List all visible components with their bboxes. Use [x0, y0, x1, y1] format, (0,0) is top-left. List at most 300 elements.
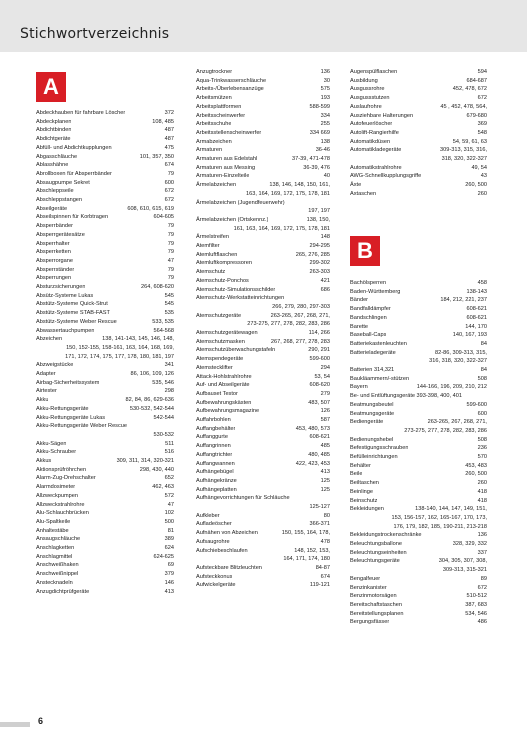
index-term: Atemschutz-Werkstatteinrichtungen: [196, 295, 285, 302]
index-entry: [196, 303, 330, 312]
index-entry: [36, 213, 174, 222]
index-pages: 337: [477, 549, 487, 556]
index-entry: [196, 494, 330, 503]
index-pages: 138-140, 144, 147, 149, 151,: [415, 506, 487, 513]
index-term: Ärmelabzeichen: [196, 182, 237, 189]
index-entry: [196, 416, 330, 425]
index-entry: [36, 535, 174, 544]
index-entry: [350, 305, 487, 314]
index-pages: 485: [320, 443, 330, 450]
index-term: Absperrgerätesätze: [36, 231, 85, 238]
index-term: Atemschutzmasken: [196, 338, 245, 345]
index-entry: [350, 172, 487, 181]
index-pages: 89: [480, 575, 487, 582]
index-entry: [196, 338, 330, 347]
index-term: Bediengeräte: [350, 419, 384, 426]
index-term: Anzugtrockner: [196, 69, 233, 75]
index-entry: [36, 153, 174, 162]
index-term: Armaturen aus Messing: [196, 164, 256, 171]
index-pages: 279: [320, 390, 330, 397]
index-entry: [36, 518, 174, 527]
index-pages: 453, 480, 573: [295, 425, 330, 432]
index-entry: [36, 179, 174, 188]
index-pages: 163, 164, 169, 172, 175, 178, 181: [246, 190, 330, 197]
index-pages: 47: [167, 501, 174, 508]
index-entry: [196, 129, 330, 138]
index-pages: 298, 430, 440: [139, 466, 174, 473]
index-pages: 413: [164, 588, 174, 595]
index-pages: 624-625: [153, 553, 174, 560]
index-term: Arbeitsschuhe: [196, 121, 232, 128]
index-term: Armaturen aus Edelstahl: [196, 156, 258, 162]
index-term: Aufbewahrungskästen: [196, 399, 252, 406]
index-pages: 511: [165, 440, 174, 447]
index-pages: 138: [320, 138, 330, 145]
index-entry: [350, 618, 487, 627]
index-pages: 125: [320, 477, 330, 484]
index-entry: [36, 474, 174, 483]
index-term: Adapter: [36, 371, 56, 377]
index-term: Atemspendegeräte: [196, 356, 244, 363]
index-term: Abschleppseile: [36, 188, 74, 195]
index-term: Ausziehbare Halterungen: [350, 112, 414, 119]
index-pages: 101, 357, 350: [139, 153, 174, 160]
index-entry: [36, 544, 174, 553]
index-entry: [196, 442, 330, 451]
index-entry: [36, 422, 174, 431]
index-term: Ansaugschläuche: [36, 536, 81, 543]
index-pages: 273-275, 277, 278, 282, 283, 286: [247, 321, 330, 328]
index-entry: [196, 538, 330, 547]
index-pages: 47: [167, 257, 174, 264]
index-entry: [36, 483, 174, 492]
index-term: Armabzeichen: [196, 138, 232, 145]
index-term: Aufwickelgeräte: [196, 582, 236, 589]
index-pages: 334 669: [309, 129, 330, 136]
index-term: Bekleidungen: [350, 506, 384, 513]
index-pages: [327, 199, 330, 208]
index-pages: 171, 172, 174, 175, 177, 178, 180, 181, 197: [65, 353, 174, 360]
index-term: Beinlinge: [350, 488, 374, 495]
index-entry: [196, 181, 330, 190]
index-entry: [350, 120, 487, 129]
index-entry: [350, 410, 487, 419]
index-pages: 79: [167, 240, 174, 247]
index-term: Batterieladegeräte: [350, 349, 396, 356]
index-term: Anzugdichtprüfgeräte: [36, 588, 90, 595]
index-pages: 136: [320, 69, 330, 75]
index-pages: 260: [477, 190, 487, 197]
index-pages: 263-265, 267, 268, 271,: [270, 312, 330, 319]
index-term: Airbag-Sicherheitssystem: [36, 379, 100, 386]
index-entry: [350, 181, 487, 190]
index-term: Aufhängeplatten: [196, 486, 237, 493]
index-term: Autofeuerlöscher: [350, 121, 393, 128]
index-pages: 679-680: [466, 112, 487, 119]
index-entry: [350, 610, 487, 619]
index-entry: [196, 320, 330, 329]
index-entry: [36, 240, 174, 249]
index-entry: [350, 427, 487, 436]
index-pages: 530-532: [153, 431, 174, 438]
index-entry: [36, 292, 174, 301]
index-pages: 294: [320, 364, 330, 371]
index-term: Bereitschaftstaschen: [350, 601, 402, 608]
index-pages: 54, 59, 61, 63: [452, 138, 487, 145]
index-term: Abzeichen: [36, 336, 63, 343]
index-entry: [196, 329, 330, 338]
index-entry: [350, 146, 487, 155]
index-pages: 176, 179, 182, 185, 190-211, 213-218: [393, 523, 487, 530]
index-term: Anstecknadeln: [36, 579, 73, 586]
page-title: Stichwortverzeichnis: [20, 26, 170, 42]
index-term: Benzinmotorsägen: [350, 593, 397, 600]
index-term: Bedienungshebel: [350, 436, 394, 443]
index-pages: 148, 152, 153,: [294, 547, 330, 554]
index-term: Atemstecklifter: [196, 364, 233, 371]
index-entry: [350, 436, 487, 445]
index-entry: [350, 103, 487, 112]
index-pages: 79: [167, 249, 174, 256]
index-pages: 535, 546: [152, 379, 174, 386]
index-pages: 452, 478, 672: [452, 86, 487, 93]
index-term: Absperrungen: [36, 275, 72, 282]
index-term: Abzweigstücke: [36, 362, 74, 369]
index-entry: [196, 468, 330, 477]
index-term: Automatikladegeräte: [350, 147, 402, 154]
index-pages: 138, 141-143, 145, 146, 148,: [102, 336, 174, 343]
index-pages: 545: [164, 292, 174, 299]
index-term: Benzinkanister: [350, 584, 387, 591]
index-pages: 418: [477, 488, 487, 495]
index-term: Bayern: [350, 384, 368, 391]
index-entry: [196, 433, 330, 442]
index-term: Aufhängekränze: [196, 477, 237, 484]
index-pages: 462, 463: [152, 484, 174, 491]
index-entry: [36, 405, 174, 414]
index-pages: 366-371: [309, 521, 330, 528]
index-pages: 264, 608-620: [141, 284, 174, 290]
index-entry: [36, 353, 174, 362]
index-entry: [36, 344, 174, 353]
index-pages: 265, 276, 285: [295, 251, 330, 258]
index-term: Automatikdüsen: [350, 138, 391, 145]
index-term: Airtester: [36, 388, 57, 395]
index-pages: 146: [164, 579, 174, 586]
index-pages: 594: [477, 69, 487, 75]
index-pages: 150, 155, 164, 178,: [281, 530, 330, 537]
index-entry: [350, 531, 487, 540]
index-pages: [327, 494, 330, 503]
index-entry: [350, 366, 487, 375]
index-entry: [350, 505, 487, 514]
index-pages: 273-275, 277, 278, 282, 283, 286: [404, 427, 487, 434]
index-term: Beleuchtungsgeräte: [350, 558, 400, 565]
index-term: Abschleppstangen: [36, 197, 83, 203]
index-entry: [196, 477, 330, 486]
index-term: Aufnähen von Abzeichen: [196, 530, 258, 537]
index-entry: [350, 129, 487, 138]
index-entry: [36, 248, 174, 257]
index-entry: [36, 370, 174, 379]
index-entry: [36, 561, 174, 570]
index-entry: [36, 135, 174, 144]
index-term: Auffangwannen: [196, 460, 235, 467]
index-entry: [196, 251, 330, 260]
index-pages: 564-568: [153, 327, 174, 334]
index-entry: [350, 592, 487, 601]
index-term: Befestigungsschrauben: [350, 445, 409, 452]
index-term: Autolift-Rangierhilfe: [350, 129, 399, 136]
index-term: Auffangbehälter: [196, 425, 236, 432]
index-pages: 608-621: [466, 314, 487, 321]
index-entry: [350, 584, 487, 593]
index-pages: 686: [320, 286, 330, 293]
index-pages: 508: [477, 436, 487, 443]
index-pages: 267, 268, 277, 278, 283: [270, 338, 330, 345]
index-entry: [196, 355, 330, 364]
index-pages: 102: [164, 510, 174, 517]
index-entry: [36, 361, 174, 370]
index-pages: 164, 171, 174, 180: [283, 556, 330, 563]
index-pages: 82, 84, 86, 629-636: [125, 397, 174, 404]
index-pages: 652: [164, 475, 174, 482]
index-term: Auslaufrohre: [350, 103, 382, 110]
index-entry: [36, 300, 174, 309]
index-term: Beatmungsbeutel: [350, 401, 394, 408]
index-entry: [196, 460, 330, 469]
index-pages: 530-532, 542-544: [129, 405, 174, 412]
index-entry: [36, 492, 174, 501]
index-entry: [196, 268, 330, 277]
index-term: Ausgussstutzen: [350, 95, 390, 102]
index-pages: 487: [164, 136, 174, 143]
index-pages: 334: [320, 112, 330, 119]
index-pages: 369: [477, 121, 487, 128]
index-pages: 80: [323, 512, 330, 519]
index-entry: [196, 242, 330, 251]
index-pages: 184, 212, 221, 237: [440, 297, 487, 304]
index-entry: [350, 296, 487, 305]
index-entry: [36, 431, 174, 440]
index-entry: [196, 381, 330, 390]
index-entry: [36, 126, 174, 135]
index-pages: 548: [477, 129, 487, 136]
index-pages: 260, 500: [465, 182, 487, 189]
index-pages: 421: [320, 277, 330, 284]
index-entry: [196, 103, 330, 112]
index-entry: [350, 349, 487, 358]
index-term: Behälter: [350, 462, 371, 469]
index-entry: [350, 331, 487, 340]
index-pages: 545: [164, 301, 174, 308]
index-pages: 341: [164, 362, 174, 369]
index-pages: 43: [480, 173, 487, 180]
index-term: Abseilgeräte: [36, 205, 68, 212]
index-entry: [196, 259, 330, 268]
index-entry: [36, 109, 174, 118]
index-term: AWG-Schnellkupplungsgriffe: [350, 173, 422, 180]
section-letter-b: B: [350, 236, 380, 266]
index-pages: 575: [320, 86, 330, 93]
index-term: Aufbewahrungsmagazine: [196, 408, 260, 415]
index-entry: [36, 379, 174, 388]
index-term: Auffahrbohlen: [196, 417, 231, 423]
index-entry: [350, 566, 487, 575]
index-term: Ärmelabzeichen (Jugendfeuerwehr): [196, 199, 285, 206]
index-entry: [350, 462, 487, 471]
index-term: Armaturen-Einzelteile: [196, 173, 250, 180]
index-term: Abrollboxen für Absperrbänder: [36, 170, 112, 177]
index-term: Atemschutz-Simulationsschilder: [196, 286, 276, 293]
index-pages: 290, 291: [308, 347, 330, 354]
index-pages: 79: [167, 275, 174, 282]
index-entry: [36, 440, 174, 449]
index-pages: 600: [164, 179, 174, 186]
index-entry: [196, 486, 330, 495]
index-entry: [36, 266, 174, 275]
index-pages: 587: [320, 417, 330, 423]
index-entry: [350, 418, 487, 427]
index-term: Absperrbänder: [36, 223, 74, 230]
index-pages: 260, 500: [465, 471, 487, 478]
index-entry: [196, 112, 330, 121]
index-pages: 79: [167, 170, 174, 177]
index-pages: 458: [477, 280, 487, 286]
index-pages: 309-313, 315-321: [442, 567, 487, 574]
index-entry: [36, 501, 174, 510]
index-entry: [36, 144, 174, 153]
index-term: Äxte: [350, 182, 362, 189]
index-term: Allzweckstrahlrohre: [36, 501, 85, 508]
index-term: Akku-Rettungsgeräte Lukas: [36, 414, 106, 421]
index-pages: 144-166, 196, 209, 210, 212: [416, 384, 487, 391]
index-pages: 49, 54: [471, 164, 487, 171]
index-term: Baseball-Caps: [350, 332, 387, 339]
index-entry: [196, 85, 330, 94]
index-pages: 79: [167, 266, 174, 273]
index-pages: 483, 507: [308, 399, 330, 406]
index-entry: [350, 112, 487, 121]
index-entry: [350, 488, 487, 497]
index-term: Beiltaschen: [350, 480, 379, 487]
index-entry: [196, 94, 330, 103]
index-term: Anhaltestäbe: [36, 527, 69, 534]
index-term: Atemschutzüberwachungstafeln: [196, 347, 276, 354]
index-entry: [36, 309, 174, 318]
index-pages: 36-46: [315, 147, 330, 154]
index-entry: [196, 68, 330, 77]
index-term: Anschweißhaken: [36, 562, 79, 569]
index-entry: [350, 453, 487, 462]
index-entry: [350, 288, 487, 297]
index-entry: [196, 172, 330, 181]
index-pages: 119-121: [309, 582, 330, 589]
index-term: Ärmelstreifen: [196, 234, 229, 241]
index-pages: 510-512: [466, 593, 487, 600]
index-term: Bachölsperren: [350, 280, 387, 286]
index-pages: 422, 423, 453: [295, 460, 330, 467]
index-pages: 379: [164, 571, 174, 578]
index-term: Ausbildung: [350, 77, 378, 84]
index-entry: [36, 387, 174, 396]
index-entry: [36, 196, 174, 205]
index-entry: [36, 414, 174, 423]
index-term: Be- und Entlüftungsgeräte 393-398, 400, 401: [350, 393, 462, 400]
index-term: Axtaschen: [350, 190, 377, 197]
index-pages: 37-39, 471-478: [292, 156, 330, 162]
index-term: Beleuchtungsballone: [350, 541, 402, 547]
index-entry: [36, 588, 174, 597]
index-entry: [350, 323, 487, 332]
index-pages: 389: [164, 536, 174, 543]
index-entry: [36, 579, 174, 588]
index-pages: 84: [480, 340, 487, 347]
index-pages: 475: [164, 144, 174, 151]
index-pages: 500: [164, 518, 174, 525]
index-entry: [350, 549, 487, 558]
index-entry: [350, 190, 487, 199]
index-term: Allzweckpumpen: [36, 492, 78, 499]
index-term: Absturzsicherungen: [36, 284, 86, 290]
index-entry: [196, 233, 330, 242]
index-pages: 79: [167, 223, 174, 230]
index-entry: [196, 120, 330, 129]
index-term: Automatikstrahlrohre: [350, 164, 402, 171]
index-term: Aufschiebeschlaufen: [196, 547, 248, 554]
index-entry: [196, 364, 330, 373]
index-term: Abfüll- und Abdichtkupplungen: [36, 144, 112, 151]
index-entry: [196, 277, 330, 286]
index-term: Arbeits-/Überlebensanzüge: [196, 86, 264, 93]
index-pages: 599-600: [466, 401, 487, 408]
index-term: Aqua-Trinkwasserschläuche: [196, 77, 267, 84]
index-entry: [350, 601, 487, 610]
index-term: Akku: [36, 397, 49, 404]
index-term: Arbeitsscheinwerfer: [196, 112, 246, 119]
index-entry: [350, 401, 487, 410]
index-pages: 108, 485: [152, 118, 174, 125]
index-term: Barette: [350, 323, 369, 330]
index-entry: [196, 146, 330, 155]
index-entry: [196, 216, 330, 225]
index-term: Batteriekastenleuchten: [350, 340, 407, 347]
index-entry: [350, 138, 487, 147]
index-entry: [196, 399, 330, 408]
index-entry: [350, 357, 487, 366]
index-pages: 533, 535: [152, 318, 174, 325]
index-pages: 299-302: [309, 260, 330, 267]
index-entry: [350, 444, 487, 453]
index-pages: 114, 266: [308, 330, 330, 336]
index-pages: 624: [164, 545, 174, 551]
index-term: Armaturen: [196, 147, 223, 154]
index-entry: [36, 187, 174, 196]
index-term: Alu-Spaltkeile: [36, 518, 71, 525]
index-term: Batterien 314,321: [350, 367, 395, 373]
index-pages: 599-600: [309, 356, 330, 363]
index-pages: 542-544: [153, 414, 174, 421]
index-term: Ablasshähne: [36, 162, 69, 169]
index-pages: [484, 392, 487, 401]
index-pages: 604-605: [153, 214, 174, 221]
index-term: Beinschutz: [350, 497, 378, 504]
index-pages: 672: [477, 95, 487, 102]
index-term: Aufsaugrohre: [196, 538, 230, 545]
index-pages: 79: [167, 231, 174, 238]
index-pages: 84-87: [315, 564, 330, 571]
index-term: Alu-Schlauchbrücken: [36, 510, 89, 517]
